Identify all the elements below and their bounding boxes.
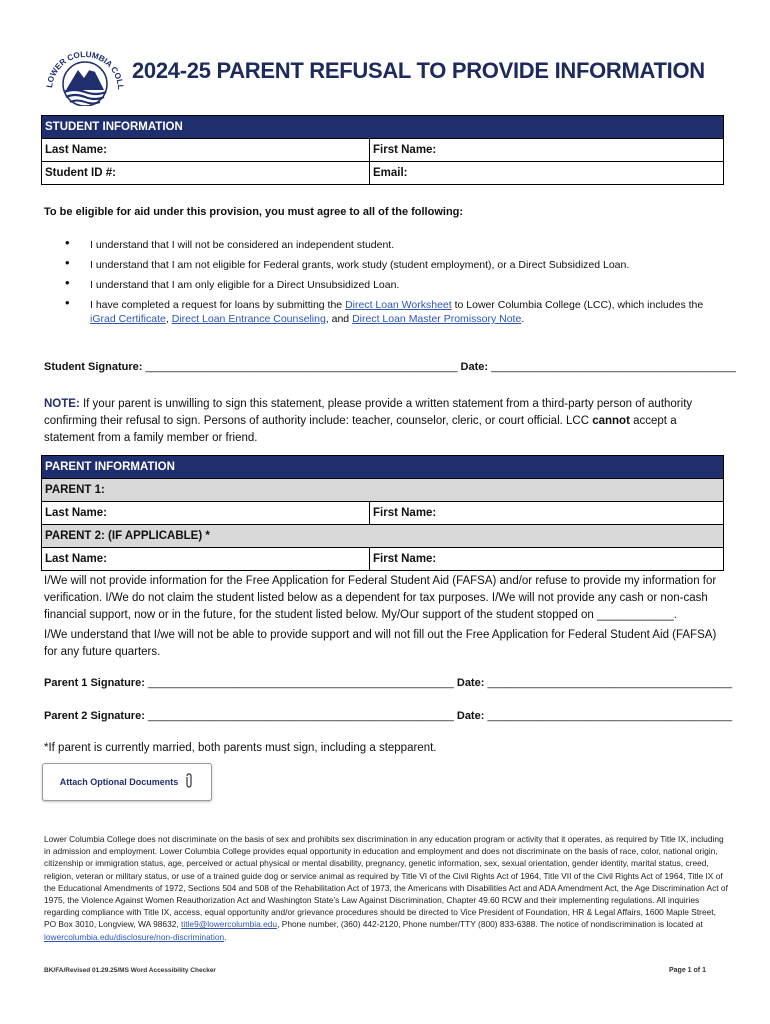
attach-button-label: Attach Optional Documents (59, 777, 179, 787)
logo-text: LOWER COLUMBIA COLL (45, 49, 126, 90)
student-last-name-field[interactable]: Last Name: (42, 139, 370, 162)
parent-info-heading: PARENT INFORMATION (42, 456, 724, 479)
attach-documents-button[interactable] (42, 763, 212, 801)
parent2-last-name-field[interactable]: Last Name: (42, 548, 370, 571)
college-logo (44, 44, 126, 106)
parent1-last-name-field[interactable]: Last Name: (42, 502, 370, 525)
revision-note: BK/FA/Revised 01.29.25/MS Word Accessibility Checker (44, 967, 216, 974)
parent1-heading: PARENT 1: (42, 479, 724, 502)
page-title: 2024-25 PARENT REFUSAL TO PROVIDE INFORMATION (132, 58, 705, 83)
promissory-note-link[interactable]: Direct Loan Master Promissory Note (352, 313, 522, 325)
eligibility-list (62, 238, 722, 332)
parent2-heading: PARENT 2: (IF APPLICABLE) * (42, 525, 724, 548)
list-item: • I have completed a request for loans by submitting the Direct Loan Worksheet to Lower Columbia College (LCC), which includes the iGrad Certificate, Direct Loan Entrance Counseling, and Direct Loan Master Promissory Note. (62, 298, 722, 326)
parent2-first-name-field[interactable]: First Name: (370, 548, 724, 571)
paperclip-icon (184, 773, 194, 791)
student-signature-line[interactable]: Student Signature: ___________________________________________________ Date: ________________________________________ (44, 361, 736, 373)
nondiscrimination-url-link[interactable]: lowercolumbia.edu/disclosure/non-discrimination (44, 931, 225, 942)
page-number: Page 1 of 1 (669, 967, 706, 974)
authority-note: NOTE: If your parent is unwilling to sign this statement, please provide a written statement from a third-party person of authority confirming their refusal to sign. Persons of authority include: teacher, counselor, cleric, or court official. LCC cannot accept a statement from a family member or friend. (44, 398, 693, 444)
parent1-first-name-field[interactable]: First Name: (370, 502, 724, 525)
student-email-field[interactable]: Email: (370, 162, 724, 185)
student-id-field[interactable]: Student ID #: (42, 162, 370, 185)
student-info-table (41, 115, 724, 185)
igrad-certificate-link[interactable]: iGrad Certificate (90, 313, 166, 325)
title9-email-link[interactable]: title9@lowercolumbia.edu (181, 919, 278, 930)
refusal-statement: I/We will not provide information for the Free Application for Federal Student Aid (FAFSA) and/or refuse to provide my information for verification. I/We do not claim the student listed below as a dependent for tax purposes. I/We will not provide any cash or non-cash financial support, now or in the future, for the student listed below. My/Our support of the student stopped on ____________. (44, 575, 717, 621)
list-item: • I understand that I will not be considered an independent student. (62, 238, 722, 252)
student-info-heading: STUDENT INFORMATION (42, 116, 724, 139)
parent2-signature-line[interactable]: Parent 2 Signature: __________________________________________________ Date: ________________________________________ (44, 710, 733, 722)
married-note: *If parent is currently married, both parents must sign, including a stepparent. (44, 742, 437, 754)
entrance-counseling-link[interactable]: Direct Loan Entrance Counseling (171, 313, 326, 325)
parent1-signature-line[interactable]: Parent 1 Signature: __________________________________________________ Date: ________________________________________ (44, 677, 733, 689)
student-first-name-field[interactable]: First Name: (370, 139, 724, 162)
parent-info-table (41, 455, 724, 571)
list-item: • I understand that I am only eligible for a Direct Unsubsidized Loan. (62, 278, 722, 292)
list-item: • I understand that I am not eligible for Federal grants, work study (student employment), or a Direct Subsidized Loan. (62, 258, 722, 272)
nondiscrimination-notice: Lower Columbia College does not discriminate on the basis of sex and prohibits sex discrimination in any education program or activity that it operates, as required by Title IX, including in admission and employment. Lower Columbia College provides equal opportunity in education and employment and does not discriminate on the basis of race, color, national origin, citizenship or immigration status, age, perceived or actual physical or mental disability, pregnancy, genetic information, sex, sexual orientation, gender identity, marital status, creed, religion, veteran or military status, or use of a trained guide dog or service animal as required by Title VI of the Civil Rights Act of 1964, Title VII of the Civil Rights Act of 1964, Title IX of the Educational Amendments of 1972, Sections 504 and 508 of the Rehabilitation Act of 1973, the Americans with Disabilities Act and ADA Amendment Act, the Age Discrimination Act of 1975, the Violence Against Women Reauthorization Act and Washington State’s Law Against Discrimination, Chapter 49.60 RCW and their implementing regulations. All inquiries regarding compliance with Title IX, access, equal opportunity and/or grievance procedures should be directed to Vice President of Foundation, HR & Legal Affairs, 1600 Maple Street, PO Box 3010, Longview, WA 98632, title9@lowercolumbia.edu, Phone number, (360) 442-2120, Phone number/TTY (800) 833-6388. The notice of nondiscrimination is located at lowercolumbia.edu/disclosure/non-discrimination. (44, 834, 728, 942)
no-support-statement: I/We understand that I/we will not be able to provide support and will not fill out the Free Application for Federal Student Aid (FAFSA) for any future quarters. (44, 629, 717, 658)
direct-loan-worksheet-link[interactable]: Direct Loan Worksheet (345, 299, 452, 311)
eligibility-intro: To be eligible for aid under this provision, you must agree to all of the following: (44, 206, 464, 218)
